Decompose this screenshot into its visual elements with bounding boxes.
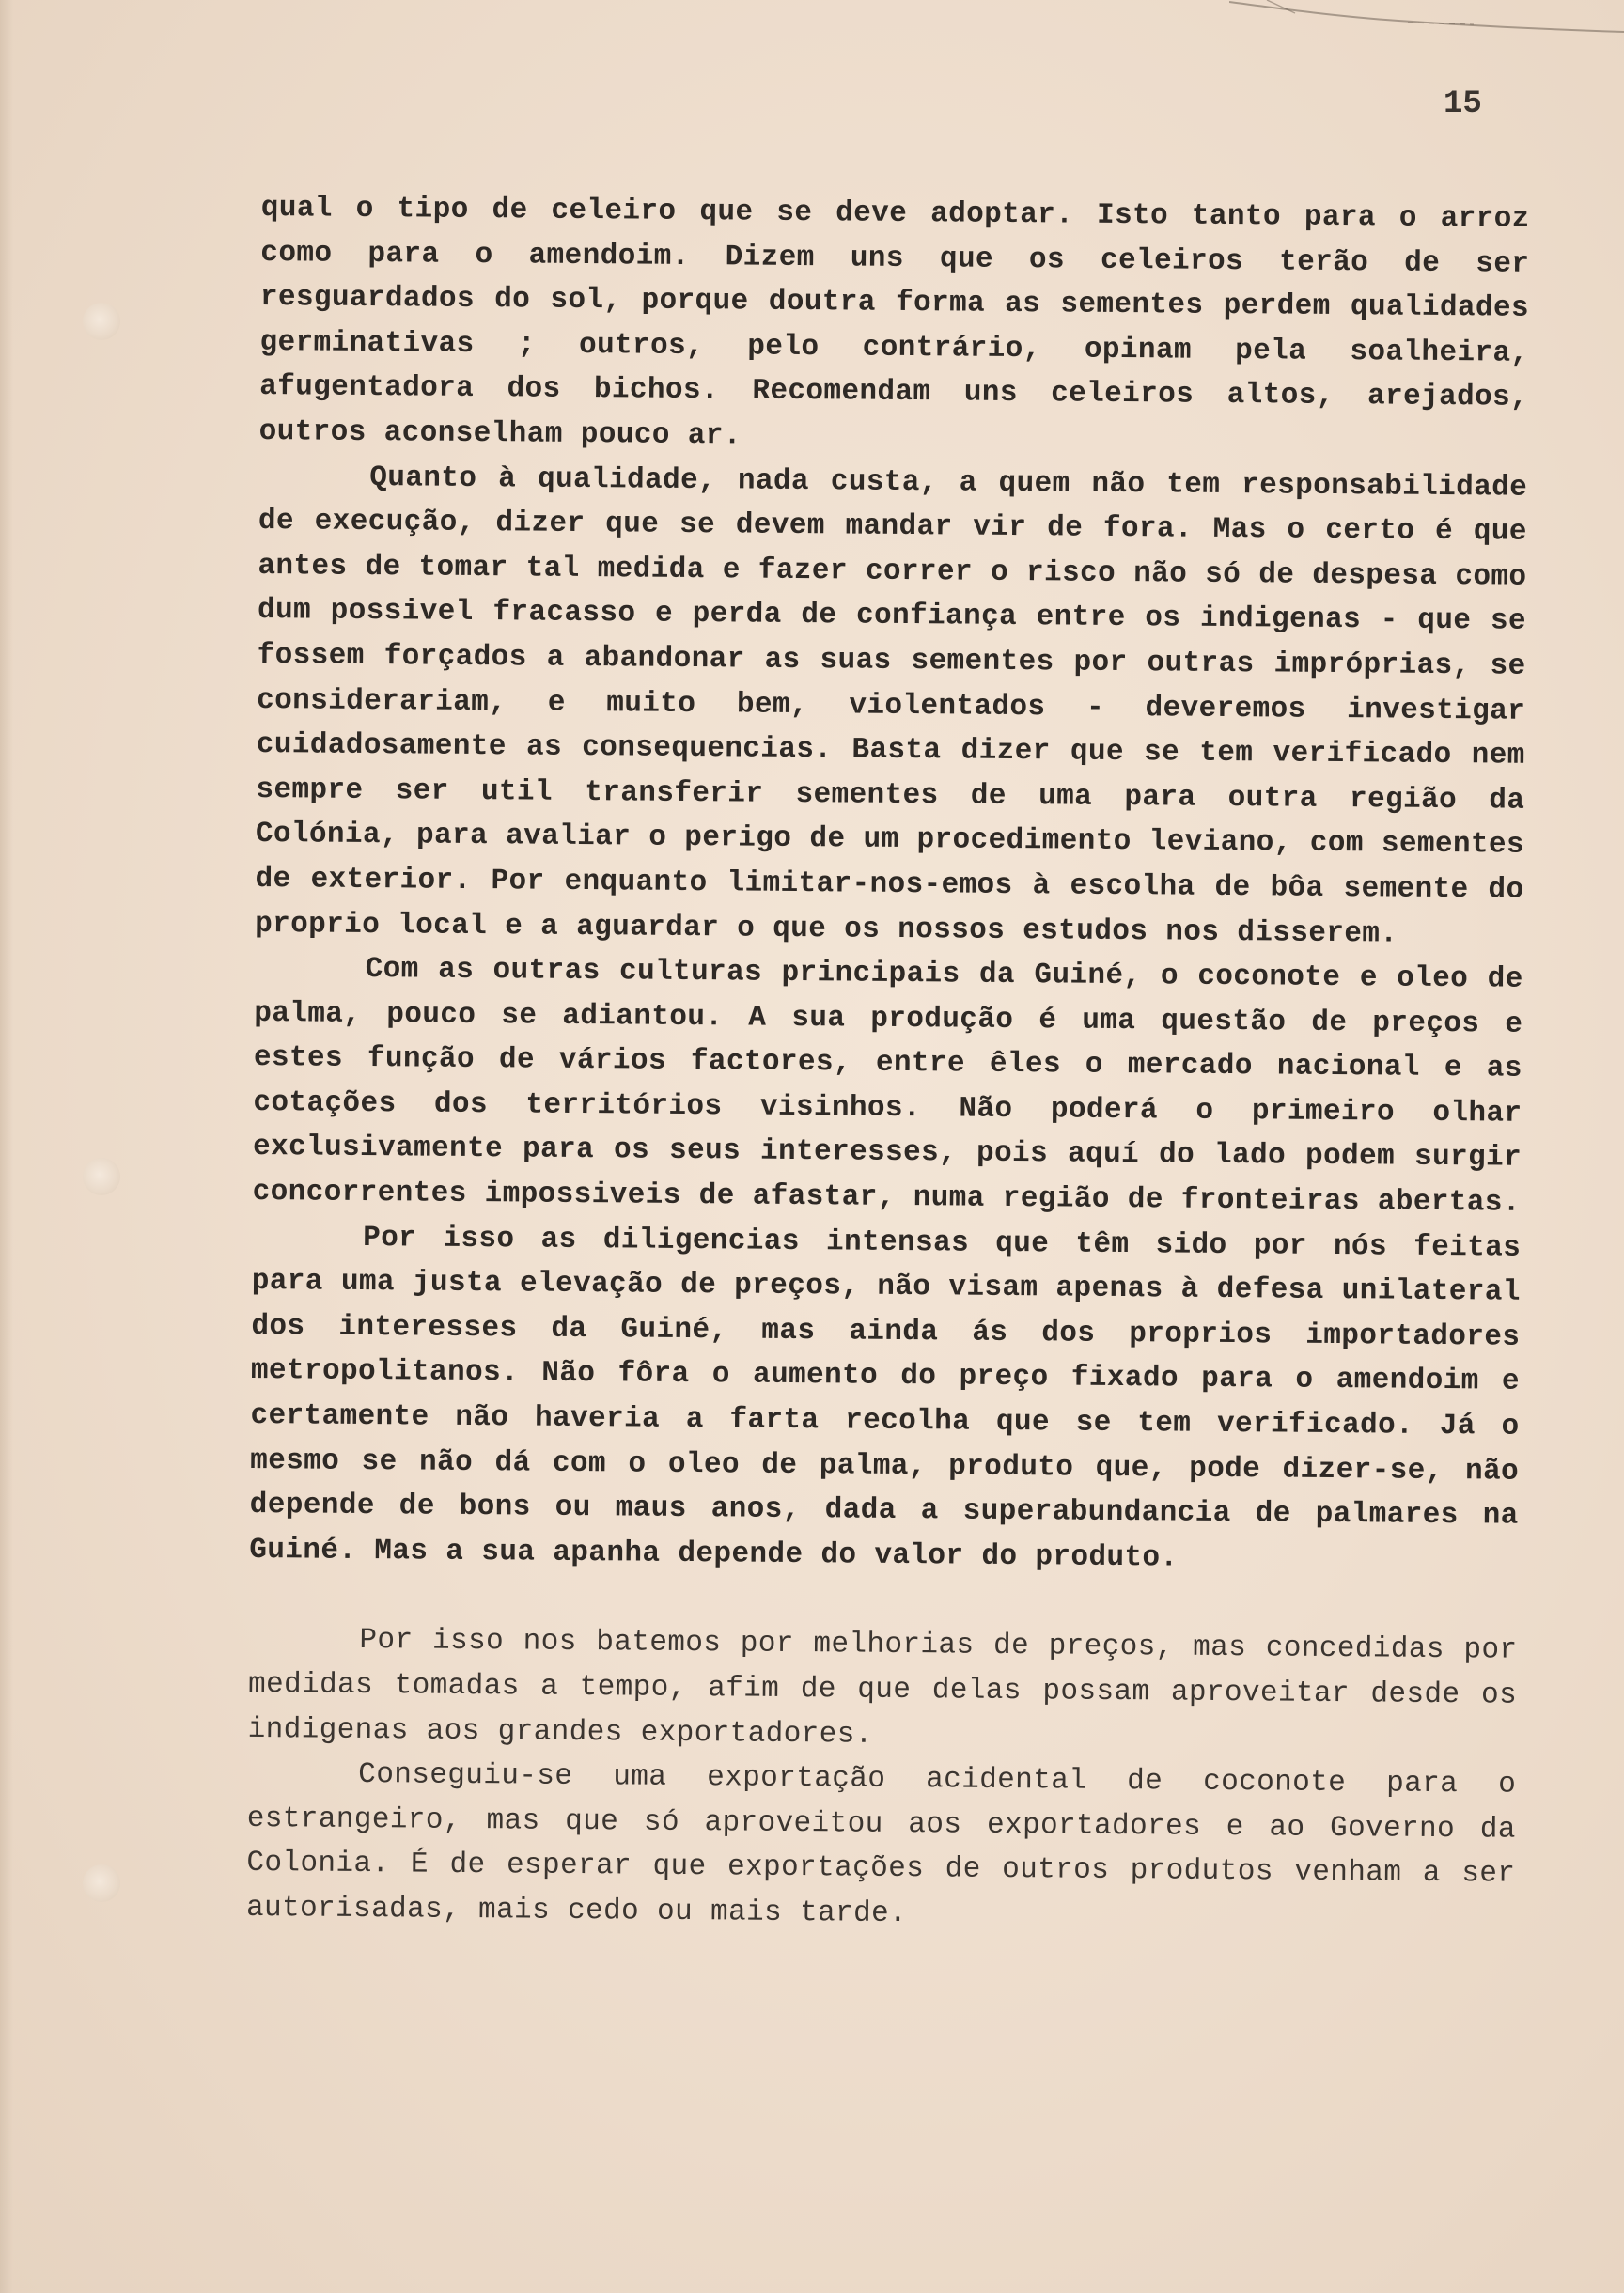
paragraph-melhorias-precos: Por isso nos batemos por melhorias de preços, mas concedidas por medidas tomadas a tempo, afim de que delas possam aproveitar desde os indigenas aos grandes exportadores.: [247, 1624, 1518, 1752]
punch-hole-mark: [83, 1864, 120, 1902]
paragraph-qualidade: Quanto à qualidade, nada custa, a quem não tem responsabilidade de execução, dizer que se devem mandar vir de fora. Mas o certo é que antes de tomar tal medida e fazer correr o risco não só de despesa como dum possivel fracasso e perda de confiança entre os indigenas - que se fossem forçados a abandonar as suas sementes por outras impróprias, se considerariam, e muito bem, violentados - deveremos investigar cuidadosamente as consequencias. Basta dizer que se tem verificado nem sempre ser util transferir sementes de uma para outra região da Colónia, para avaliar o perigo de um procedimento leviano, com sementes de exterior. Por enquanto limitar-nos-emos à escolha de bôa semente do proprio local e a aguardar o que os nossos estudos nos disserem.: [254, 460, 1528, 951]
punch-hole-mark: [83, 303, 120, 340]
paragraph-outras-culturas: Com as outras culturas principais da Guiné, o coconote e oleo de palma, pouco se adiantou. A sua produção é uma questão de preços e estes função de vários factores, entre êles o mercado nacional e as cotações dos territórios visinhos. Não poderá o primeiro olhar exclusivamente para os seus interesses, pois aquí do lado podem surgir concorrentes impossiveis de afastar, numa região de fronteiras abertas.: [252, 953, 1523, 1220]
paragraph-celeiros: qual o tipo de celeiro que se deve adoptar. Isto tanto para o arroz como para o amendoim. Dizem uns que os celeiros terão de ser resguardados do sol, porque doutra forma as sementes perdem qualidades germinativas ; outros, pelo contrário, opinam pela soalheira, afugentadora dos bichos. Recomendam uns celeiros altos, arejados, outros aconselham pouco ar.: [258, 191, 1530, 453]
punch-hole-mark: [83, 1158, 120, 1195]
page-number: 15: [1444, 86, 1482, 122]
page-edge-shadow: [0, 0, 13, 2293]
paragraph-diligencias: Por isso as diligencias intensas que têm sido por nós feitas para uma justa elevação de preços, não visam apenas à defesa unilateral dos interesses da Guiné, mas ainda ás dos proprios importadores metropolitanos. Não fôra o aumento do preço fixado para o amendoim e certamente não haveria a farta recolha que se tem verificado. Já o mesmo se não dá com o oleo de palma, produto que, pode dizer-se, não depende de bons ou maus anos, dada a superabundancia de palmares na Guiné. Mas a sua apanha depende do valor do produto.: [249, 1221, 1522, 1575]
torn-edge-marks: [1229, 0, 1624, 56]
typed-text-body: [246, 186, 1530, 1942]
paragraph-exportacao: Conseguiu-se uma exportação acidental de coconote para o estrangeiro, mas que só aproveitou aos exportadores e ao Governo da Colonia. É de esperar que exportações de outros produtos venham a ser autorisadas, mais cedo ou mais tarde.: [245, 1758, 1517, 1931]
